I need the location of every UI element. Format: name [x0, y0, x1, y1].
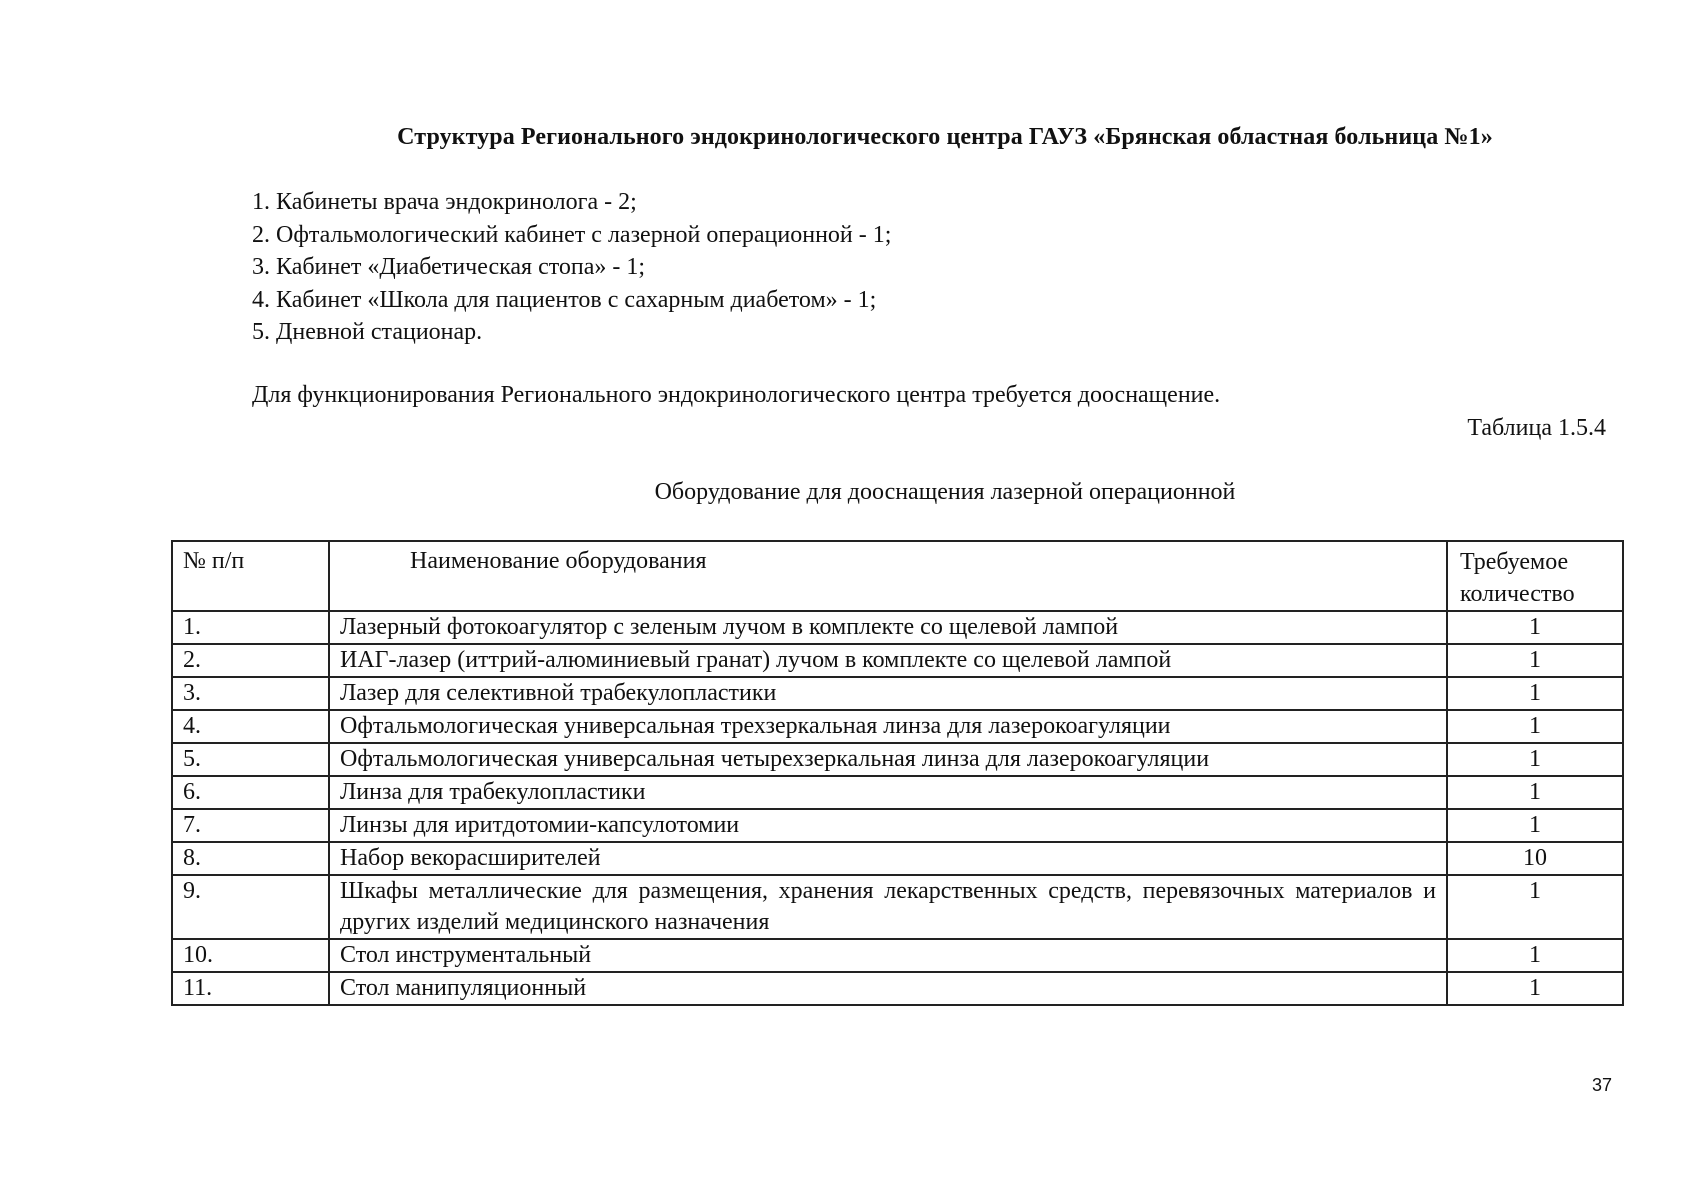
row-number: 10.: [172, 939, 329, 972]
header-name: Наименование оборудования: [329, 541, 1447, 611]
table-header-row: [172, 541, 1623, 611]
header-number: № п/п: [172, 541, 329, 611]
row-name: Лазер для селективной трабекулопластики: [329, 677, 1447, 710]
table-number: Таблица 1.5.4: [1467, 415, 1606, 441]
row-quantity: 1: [1447, 611, 1623, 644]
table-caption: Оборудование для дооснащения лазерной операционной: [654, 479, 1236, 505]
table-row: [172, 611, 1623, 644]
table-row: [172, 710, 1623, 743]
table-row: [172, 939, 1623, 972]
structure-list-item: 4. Кабинет «Школа для пациентов с сахарным диабетом» - 1;: [252, 286, 877, 313]
table-row: [172, 809, 1623, 842]
row-number: 1.: [172, 611, 329, 644]
row-quantity: 1: [1447, 875, 1623, 939]
structure-list-item: 2. Офтальмологический кабинет с лазерной операционной - 1;: [252, 221, 892, 248]
row-number: 5.: [172, 743, 329, 776]
table-row: [172, 743, 1623, 776]
row-name: Линзы для иритдотомии-капсулотомии: [329, 809, 1447, 842]
row-quantity: 10: [1447, 842, 1623, 875]
row-number: 9.: [172, 875, 329, 939]
row-quantity: 1: [1447, 677, 1623, 710]
table-row: [172, 842, 1623, 875]
row-quantity: 1: [1447, 743, 1623, 776]
row-name: Стол манипуляционный: [329, 972, 1447, 1005]
table-row: [172, 875, 1623, 939]
row-quantity: 1: [1447, 972, 1623, 1005]
row-name: Офтальмологическая универсальная четырехзеркальная линза для лазерокоагуляции: [329, 743, 1447, 776]
row-name: Офтальмологическая универсальная трехзеркальная линза для лазерокоагуляции: [329, 710, 1447, 743]
table-row: [172, 644, 1623, 677]
row-quantity: 1: [1447, 644, 1623, 677]
row-name: Лазерный фотокоагулятор с зеленым лучом в комплекте со щелевой лампой: [329, 611, 1447, 644]
row-quantity: 1: [1447, 939, 1623, 972]
intro-paragraph: Для функционирования Регионального эндокринологического центра требуется дооснащение.: [252, 382, 1221, 408]
row-name: Набор векорасширителей: [329, 842, 1447, 875]
row-name: Линза для трабекулопластики: [329, 776, 1447, 809]
structure-list-item: 3. Кабинет «Диабетическая стопа» - 1;: [252, 254, 646, 280]
row-name: ИАГ-лазер (иттрий-алюминиевый гранат) лучом в комплекте со щелевой лампой: [329, 644, 1447, 677]
equipment-table: [171, 540, 1624, 1006]
row-name: Стол инструментальный: [329, 939, 1447, 972]
row-number: 8.: [172, 842, 329, 875]
row-number: 2.: [172, 644, 329, 677]
row-quantity: 1: [1447, 776, 1623, 809]
row-quantity: 1: [1447, 809, 1623, 842]
row-number: 7.: [172, 809, 329, 842]
table-row: [172, 972, 1623, 1005]
header-quantity: Требуемое количество: [1447, 541, 1623, 611]
table-row: [172, 776, 1623, 809]
page-title: Структура Регионального эндокринологического центра ГАУЗ «Брянская областная больница №1»: [397, 124, 1493, 150]
row-number: 4.: [172, 710, 329, 743]
structure-list-item: 1. Кабинеты врача эндокринолога - 2;: [252, 189, 637, 215]
row-number: 11.: [172, 972, 329, 1005]
structure-list: [252, 186, 891, 349]
row-number: 6.: [172, 776, 329, 809]
table-row: [172, 677, 1623, 710]
row-quantity: 1: [1447, 710, 1623, 743]
row-number: 3.: [172, 677, 329, 710]
page-number: 37: [1591, 1075, 1612, 1095]
row-name: Шкафы металлические для размещения, хранения лекарственных средств, перевязочных материалов и других изделий медицинского назначения: [329, 875, 1447, 939]
structure-list-item: 5. Дневной стационар.: [252, 319, 483, 345]
